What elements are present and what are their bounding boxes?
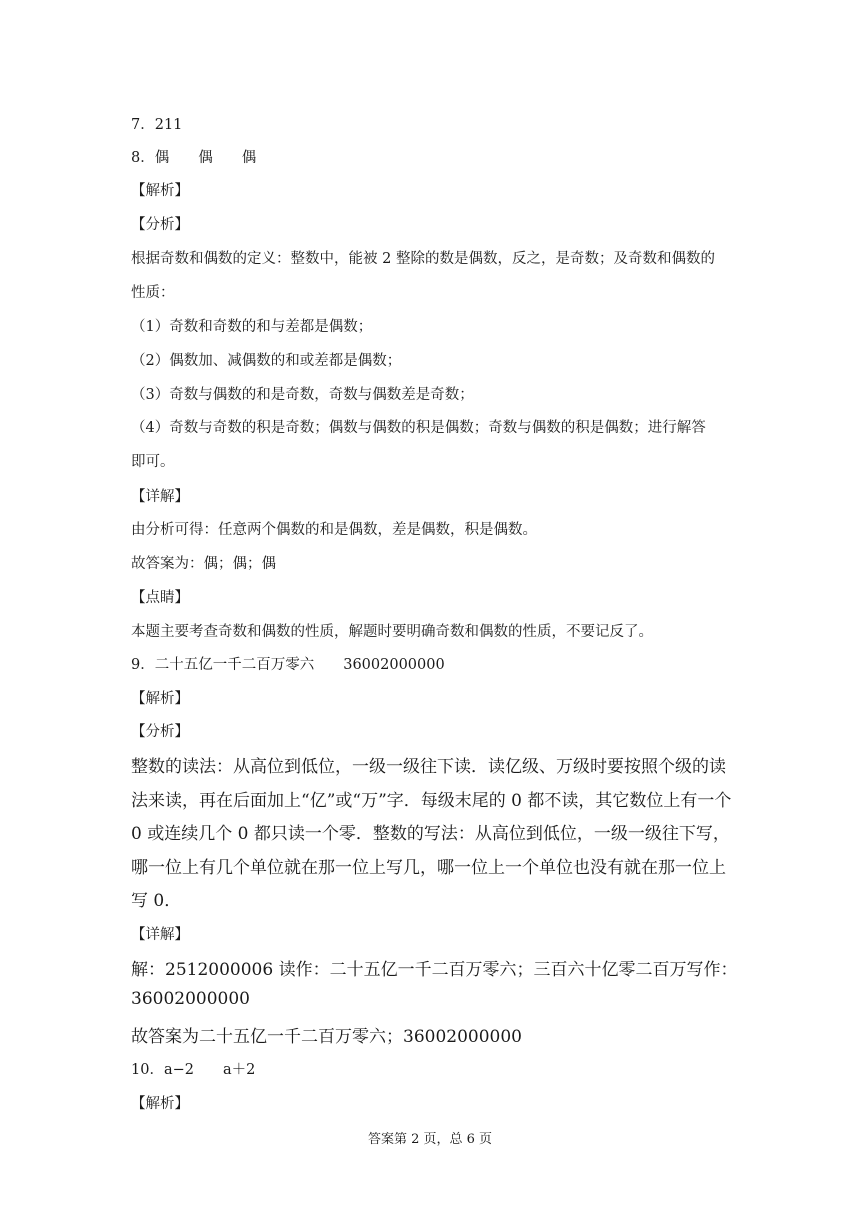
analysis-text-line: 写 0． [131,891,182,911]
answer-9: 9．二十五亿一千二百万零六 36002000000 [131,657,445,673]
property-item-4-cont: 即可。 [131,454,175,470]
section-jiexi-heading: 【解析】 [131,183,189,199]
section-jiexi-heading: 【解析】 [131,691,189,707]
section-jiexi-heading: 【解析】 [131,1096,189,1112]
analysis-text-line: 根据奇数和偶数的定义：整数中，能被 2 整除的数是偶数，反之，是奇数；及奇数和偶数的 [131,251,715,267]
detail-text-line: 解：2512000006 读作：二十五亿一千二百万零六；三百六十亿零二百万写作： [131,960,738,980]
property-item-3: （3）奇数与偶数的和是奇数，奇数与偶数差是奇数； [131,387,474,403]
section-fenxi-heading: 【分析】 [131,217,189,233]
analysis-text-line: 法来读，再在后面加上“亿”或“万”字．每级末尾的 0 都不读，其它数位上有一个 [131,791,732,811]
detail-text-line: 36002000000 [131,989,250,1009]
comment-text-line: 本题主要考查奇数和偶数的性质，解题时要明确奇数和偶数的性质，不要记反了。 [131,624,653,640]
analysis-text-line: 性质： [131,285,175,301]
answer-8: 8．偶 偶 偶 [131,150,257,166]
analysis-text-line: 0 或连续几个 0 都只读一个零．整数的写法：从高位到低位，一级一级往下写， [131,824,730,844]
final-answer-line: 故答案为二十五亿一千二百万零六；36002000000 [131,1027,522,1047]
final-answer-line: 故答案为：偶；偶；偶 [131,556,276,572]
section-fenxi-heading: 【分析】 [131,724,189,740]
answer-10: 10．a−2 a＋2 [131,1062,256,1078]
section-xiangjie-heading: 【详解】 [131,489,189,505]
page-footer: 答案第 2 页，总 6 页 [367,1132,493,1147]
property-item-4: （4）奇数与奇数的积是奇数；偶数与偶数的积是偶数；奇数与偶数的积是偶数；进行解答 [131,420,706,436]
property-item-1: （1）奇数和奇数的和与差都是偶数； [131,319,373,335]
answer-7: 7．211 [131,117,183,133]
section-xiangjie-heading: 【详解】 [131,927,189,943]
analysis-text-line: 整数的读法：从高位到低位，一级一级往下读．读亿级、万级时要按照个级的读 [131,757,726,777]
property-item-2: （2）偶数加、减偶数的和或差都是偶数； [131,353,402,369]
analysis-text-line: 哪一位上有几个单位就在那一位上写几，哪一位上一个单位也没有就在那一位上 [131,858,726,878]
section-dianjing-heading: 【点睛】 [131,590,189,606]
detail-text-line: 由分析可得：任意两个偶数的和是偶数，差是偶数，积是偶数。 [131,522,537,538]
